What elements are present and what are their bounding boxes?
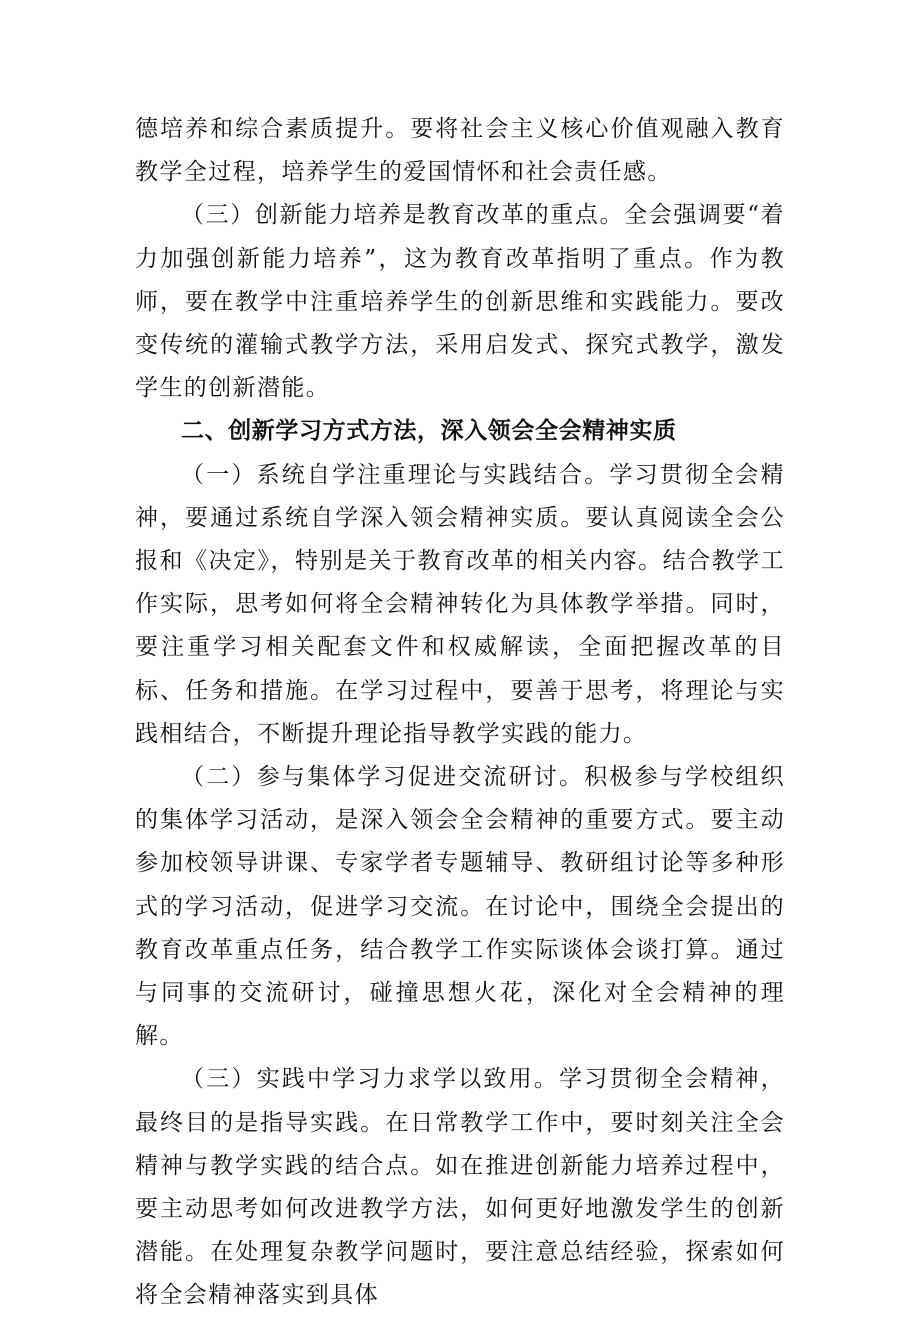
section-heading-2: 二、创新学习方式方法，深入领会全会精神实质 [181,418,677,445]
paragraph-innovation-ability: （三）创新能力培养是教育改革的重点。全会强调要“着力加强创新能力培养”，这为教育改革指明了重点。作为教师，要在教学中注重培养学生的创新思维和实践能力。要改变传统的灌输式教学方法，采用启发式、探究式教学，激发学生的创新潜能。 [135,202,785,402]
document-body [135,108,785,1318]
paragraph-practice-study: （三）实践中学习力求学以致用。学习贯彻全会精神，最终目的是指导实践。在日常教学工作中，要时刻关注全会精神与教学实践的结合点。如在推进创新能力培养过程中，要主动思考如何改进教学方法，如何更好地激发学生的创新潜能。在处理复杂教学问题时，要注意总结经验，探索如何将全会精神落实到具体 [135,1066,785,1309]
paragraph-group-study: （二）参与集体学习促进交流研讨。积极参与学校组织的集体学习活动，是深入领会全会精神的重要方式。要主动参加校领导讲课、专家学者专题辅导、教研组讨论等多种形式的学习活动，促进学习交流。在讨论中，围绕全会提出的教育改革重点任务，结合教学工作实际谈体会谈打算。通过与同事的交流研讨，碰撞思想火花，深化对全会精神的理解。 [135,764,785,1050]
paragraph-self-study: （一）系统自学注重理论与实践结合。学习贯彻全会精神，要通过系统自学深入领会精神实质。要认真阅读全会公报和《决定》，特别是关于教育改革的相关内容。结合教学工作实际，思考如何将全会精神转化为具体教学举措。同时，要注重学习相关配套文件和权威解读，全面把握改革的目标、任务和措施。在学习过程中，要善于思考，将理论与实践相结合，不断提升理论指导教学实践的能力。 [135,461,785,747]
paragraph-continued: 德培养和综合素质提升。要将社会主义核心价值观融入教育教学全过程，培养学生的爱国情怀和社会责任感。 [135,116,785,186]
